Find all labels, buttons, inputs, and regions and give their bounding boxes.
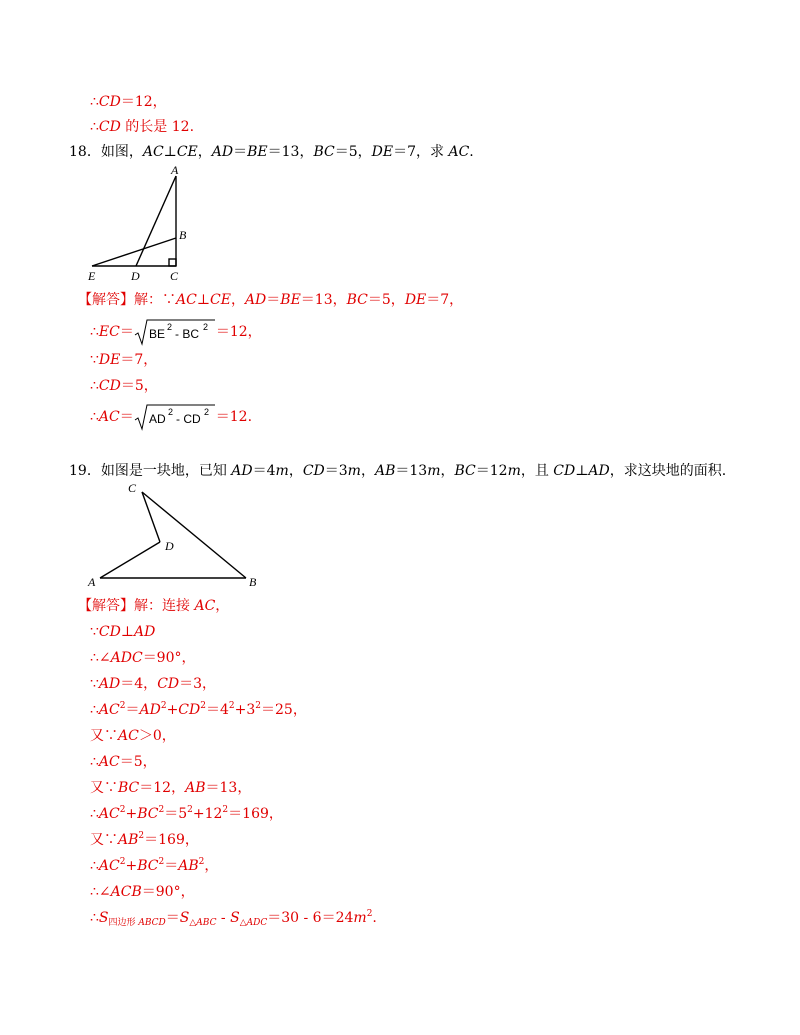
q18-radical-ac [134,403,216,431]
q19-answer-line-5: $\therefore AC^2=AD^2+CD^2=4^2+3^2=25$， [90,701,307,718]
q18-label-b: B [179,228,187,242]
q18-label-e: E [88,269,96,283]
svg-text:2: 2 [203,407,209,417]
svg-text:2: 2 [167,407,173,417]
q19-answer-line-3: ∴∠ADC＝90°， [90,650,196,666]
q19-segment-da [100,542,160,578]
q18-answer-line-2: ∴EC＝ BE 2 - BC 2 ＝12， [90,318,262,346]
q18-segment-ad [136,176,176,266]
q19-answer-line-11: $\therefore AC^2+BC^2=AB^2$， [90,857,219,874]
q19-answer-line-8: 又∵BC＝12，AB＝13， [90,780,252,796]
q18-label-a: A [171,163,179,177]
q18-figure [84,162,194,284]
q19-answer-line-7: ∴AC＝5， [90,754,157,770]
prev-line-2: ∴CD 的长是 12. [90,119,195,135]
svg-text:2: 2 [166,322,172,332]
q18-answer-line-4: ∴CD＝5， [90,378,158,394]
q18-answer-line-5: ∴AC＝ AD 2 - CD 2 ＝12. [90,403,252,431]
q19-label-c: C [128,481,137,495]
q19-label-b: B [249,575,257,589]
q19-label-a: A [88,575,96,589]
q18-right-angle-mark [169,259,176,266]
q18-answer-line-1: 【解答】解：∵AC⊥CE，AD＝BE＝13，BC＝5，DE＝7， [78,292,464,308]
q19-answer-line-6: 又∵AC＞0， [90,728,176,744]
q19-figure [82,478,267,590]
q19-label-d: D [165,539,174,553]
svg-text:BE: BE [148,327,165,341]
q19-answer-line-2: ∵CD⊥AD [90,624,156,640]
q18-label-d: D [131,269,140,283]
svg-text:- BC: - BC [174,327,199,341]
q19-answer-line-10: 又$\because AB^2=169$， [90,831,199,848]
svg-text:AD: AD [148,412,166,426]
prev-line-1: ∴CD＝12， [90,94,167,110]
q19-answer-line-13: $\therefore S_{四边形 ABCD}=S_{\triangle ABC} - S_{\triangle ADC}=30 - 6=24m^2$. [90,909,377,928]
q19-answer-line-4: ∵AD＝4，CD＝3， [90,676,217,692]
svg-text:- CD: - CD [175,412,201,426]
q19-answer-line-9: $\therefore AC^2+BC^2=5^2+12^2=169$， [90,805,283,822]
q18-label-c: C [170,269,179,283]
q19-answer-line-1: 【解答】解：连接 AC， [78,598,230,614]
q19-answer-line-12: ∴∠ACB＝90°， [90,884,195,900]
q18-radical-ec [134,318,216,346]
svg-text:2: 2 [202,322,208,332]
q18-answer-line-3: ∵DE＝7， [90,352,158,368]
q18-question: 18．如图，AC⊥CE，AD＝BE＝13，BC＝5，DE＝7，求 AC. [69,144,474,160]
q18-segment-eb [92,238,176,266]
q19-question: 19．如图是一块地，已知 AD＝4m，CD＝3m，AB＝13m，BC＝12m，且 CD⊥AD，求这块地的面积. [69,463,727,479]
